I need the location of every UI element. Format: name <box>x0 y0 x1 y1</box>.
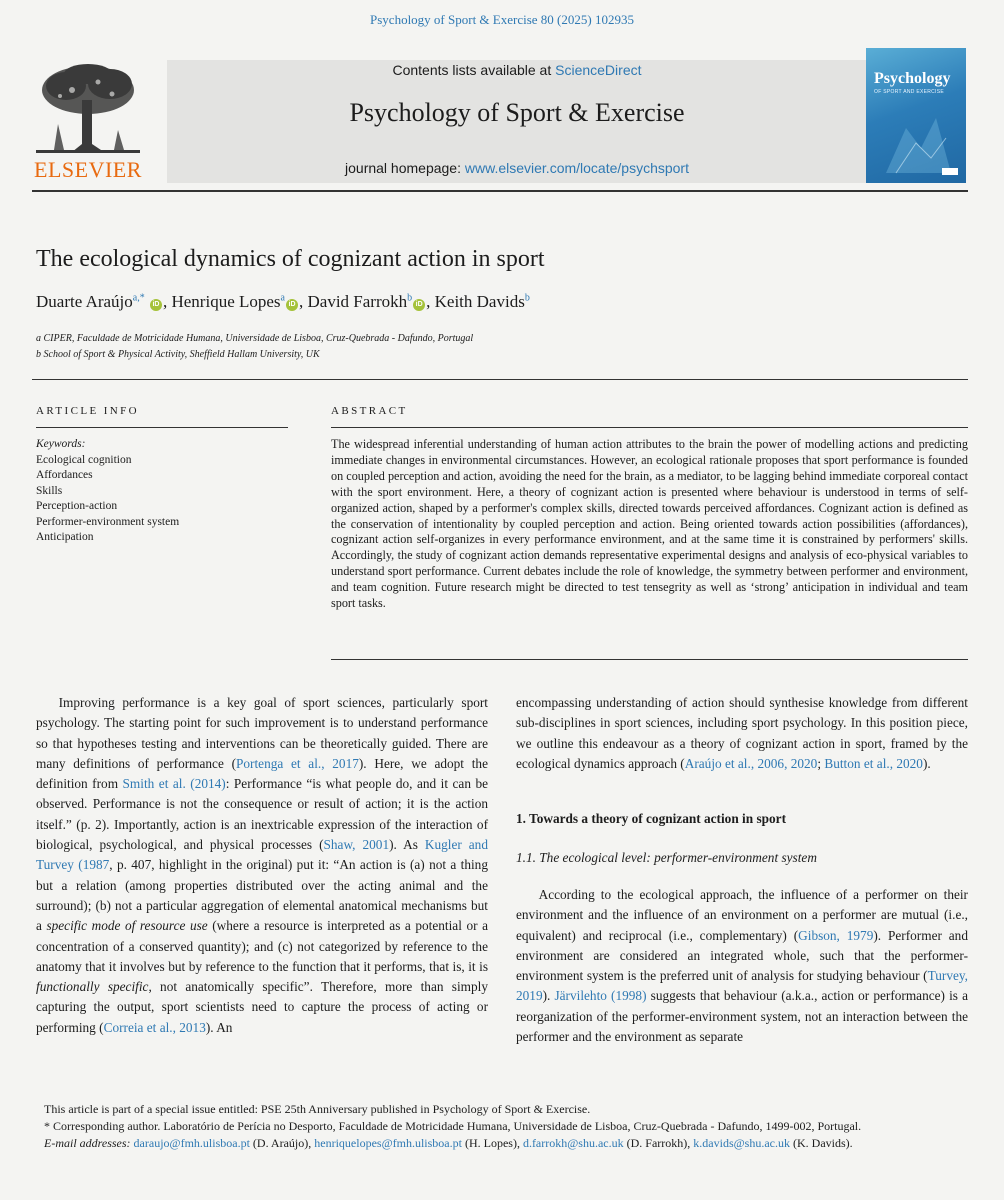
orcid-icon[interactable]: iD <box>413 299 425 311</box>
keyword-item: Affordances <box>36 469 93 481</box>
keywords-block <box>36 437 286 546</box>
email-owner: (H. Lopes), <box>461 1136 523 1150</box>
ref-link-gibson[interactable]: Gibson, 1979 <box>798 927 874 943</box>
body-text: encompassing understanding of action should synthesise knowledge from different sub-disciplines in sport sciences, including sport psychology. In this position piece, we outline this endeavour as a theory of cognizant action in sport, framed by the ecological dynamics approach ( <box>516 695 968 771</box>
email-link[interactable]: daraujo@fmh.ulisboa.pt <box>133 1136 250 1150</box>
author-name[interactable]: Duarte Araújo <box>36 292 133 311</box>
homepage-line <box>167 160 867 176</box>
keyword-item: Ecological cognition <box>36 453 132 466</box>
ref-link-portenga[interactable]: Portenga et al., 2017 <box>236 755 359 771</box>
journal-citation: Psychology of Sport & Exercise 80 (2025) 102935 <box>370 12 634 27</box>
orcid-icon[interactable]: iD <box>286 299 298 311</box>
abstract-heading: ABSTRACT <box>331 405 408 417</box>
author-list: Duarte Araújo$^{a,*}$ iD , Henrique Lopes$^a$iD , David Farrokh$^b$iD , Keith Davids$^b$ <box>36 292 530 311</box>
article-info-heading: ARTICLE INFO <box>36 405 139 417</box>
abstract-rule <box>331 427 968 428</box>
abstract-bottom-rule <box>331 659 968 660</box>
body-text: suggests that behaviour (a.k.a., action or performance) is a reorganization of the performer-environment system, not an interaction between the performer and the environment as separate <box>516 988 969 1045</box>
ref-link-araujo[interactable]: Araújo et al., 2006, 2020 <box>684 755 818 771</box>
cover-subtitle: OF SPORT AND EXERCISE <box>874 89 945 95</box>
author-name[interactable]: Henrique Lopes <box>171 292 281 311</box>
body-text: , p. 407, highlight in the original) put it: “An action is (a) not a thing but a relation (among properties distributed over the acting animal and the surround); (b) not a particular aggregation of elemental anatomical mechanisms but a <box>36 857 488 934</box>
email-link[interactable]: henriquelopes@fmh.ulisboa.pt <box>314 1136 462 1150</box>
footnote-emails <box>36 1135 968 1152</box>
article-info-rule <box>36 427 288 428</box>
author-affiliation-marker[interactable]: a <box>280 292 285 304</box>
ref-link-kugler[interactable]: Kugler and Turvey (1987 <box>36 837 488 873</box>
email-link[interactable]: k.davids@shu.ac.uk <box>693 1136 790 1150</box>
contents-prefix: Contents lists available at <box>392 62 556 78</box>
footnotes <box>36 1101 968 1152</box>
body-text: ). Performer and environment are considered an integrated whole, such that the performer-environment system is the preferred unit of analysis for studying behaviour ( <box>516 927 968 984</box>
header-divider <box>32 190 968 192</box>
ref-link-turvey[interactable]: Turvey, 2019 <box>516 968 968 1004</box>
journal-homepage-link[interactable]: www.elsevier.com/locate/psychsport <box>464 160 689 176</box>
keywords-label: Keywords: <box>36 438 86 450</box>
email-owner: (D. Farrokh), <box>623 1136 694 1150</box>
author-affiliation-marker[interactable]: a,* <box>132 292 145 304</box>
body-text: ). <box>922 755 931 771</box>
body-right-column-top <box>516 693 968 774</box>
keyword-item: Skills <box>36 484 63 497</box>
journal-cover-thumbnail[interactable] <box>866 48 966 183</box>
body-text: ). <box>542 988 555 1004</box>
body-text: (where a resource is interpreted as a potential or a concentration of a conserved quantity); and (c) not categorized by reference to the anatomy that it involves but by reference to the function that it performs, that is, it is <box>36 918 488 974</box>
keyword-item: Anticipation <box>36 531 94 543</box>
body-text: ). As <box>389 837 425 853</box>
keyword-item: Perception-action <box>36 500 118 512</box>
ref-link-correia[interactable]: Correia et al., 2013 <box>103 1019 206 1035</box>
body-text: : Performance “is what people do, and it can be observed. Performance is not the consequence or result of action; it is the action itself.” (p. 2). Importantly, action is an inextricable expression of the interaction of biological, psychological, and physical processes ( <box>36 776 489 853</box>
author-name[interactable]: Keith Davids <box>434 292 525 311</box>
body-text: , not anatomically specific”. Therefore, more than simply capturing the output, sport scientists need to capture the process of acting or performing ( <box>36 979 488 1035</box>
affiliation-b: b School of Sport & Physical Activity, Sheffield Hallam University, UK <box>36 349 320 360</box>
body-text: Improving performance is a key goal of sport sciences, particularly sport psychology. The starting point for such improvement is to understand performance so that hypotheses testing and interventions can be theoretically guided. There are many definitions of performance ( <box>36 695 488 771</box>
author-affiliation-marker[interactable]: b <box>524 292 530 304</box>
footnote-corresponding-author: * Corresponding author. Laboratório de Perícia no Desporto, Faculdade de Motricidade Humana, Universidade de Lisboa, Cruz-Quebrada - Dafundo, 1499-002, Portugal. <box>44 1119 862 1133</box>
body-right-column-bottom <box>516 885 968 1047</box>
body-left-column <box>36 693 488 1038</box>
ref-link-shaw[interactable]: Shaw, 2001 <box>323 837 390 853</box>
title-block-divider <box>32 379 968 380</box>
contents-line <box>167 62 867 78</box>
homepage-prefix: journal homepage: <box>345 160 465 176</box>
orcid-icon[interactable]: iD <box>150 299 162 311</box>
cover-badge <box>942 168 958 175</box>
publisher-name: ELSEVIER <box>34 157 142 182</box>
body-text: According to the ecological approach, the influence of a performer on their environment and the influence of an environment on a performer are mutual (i.e., equivalent) and reciprocal (i.e., complementary) ( <box>516 887 968 943</box>
emphasis-text: functionally specific <box>36 979 149 995</box>
sciencedirect-link[interactable]: ScienceDirect <box>555 62 642 78</box>
ref-link-jarvilehto[interactable]: Järvilehto (1998) <box>554 988 647 1004</box>
footnote-special-issue: This article is part of a special issue entitled: PSE 25th Anniversary published in Psychology of Sport & Exercise. <box>44 1102 591 1116</box>
subsection-heading-1-1: 1.1. The ecological level: performer-environment system <box>516 850 817 865</box>
email-owner: (D. Araújo), <box>249 1136 315 1150</box>
author-name[interactable]: David Farrokh <box>307 292 408 311</box>
journal-title: Psychology of Sport & Exercise <box>349 98 685 127</box>
email-link[interactable]: d.farrokh@shu.ac.uk <box>522 1136 624 1150</box>
body-text: ). An <box>205 1019 233 1035</box>
author-affiliation-marker[interactable]: b <box>407 292 413 304</box>
ref-link-button[interactable]: Button et al., 2020 <box>824 755 923 771</box>
body-text: ; <box>817 755 825 771</box>
article-title: The ecological dynamics of cognizant action in sport <box>36 246 545 272</box>
ref-link-smith[interactable]: Smith et al. (2014) <box>122 776 226 792</box>
email-label: E-mail addresses: <box>44 1136 134 1150</box>
affiliation-a: a CIPER, Faculdade de Motricidade Humana, Universidade de Lisboa, Cruz-Quebrada - Dafundo, Portugal <box>36 333 474 344</box>
email-owner: (K. Davids). <box>789 1136 853 1150</box>
body-text: ). Here, we adopt the definition from <box>36 755 488 792</box>
section-heading-1: 1. Towards a theory of cognizant action in sport <box>516 811 787 826</box>
abstract-text: The widespread inferential understanding of human action attributes to the brain the power of modelling actions and predicting immediate changes in environmental circumstances. However, an ecological rationale proposes that sport performance is founded on coupled perception and action, avoiding the need for the brain, as a mediator, to be lagging behind immediate corporeal contact with the sport environment. Here, a theory of cognizant action is presented where behaviour is understood in terms of self-organized action, shaped by a performer's complex skills, directed towards perceived affordances. Cognizant action is defined as the conservation of intentionality by coupled perception and action. Being oriented towards action possibilities (affordances), cognizant action self-organizes in every performance environment, and at the same time it is constrained by performers' skills. Accordingly, the study of cognizant action demands representative experimental designs and analysis of eco-physical variables to understand sport performance. Current debates include the role of knowledge, the symmetry between performer and environment, and team cognition. Future research might be directed to test tensegrity as well as ‘strong’ anticipation in individual and team sport tasks. <box>331 437 968 611</box>
cover-title: Psychology <box>874 70 951 87</box>
keyword-item: Performer-environment system <box>36 515 180 528</box>
emphasis-text: specific mode of resource use <box>46 918 208 934</box>
